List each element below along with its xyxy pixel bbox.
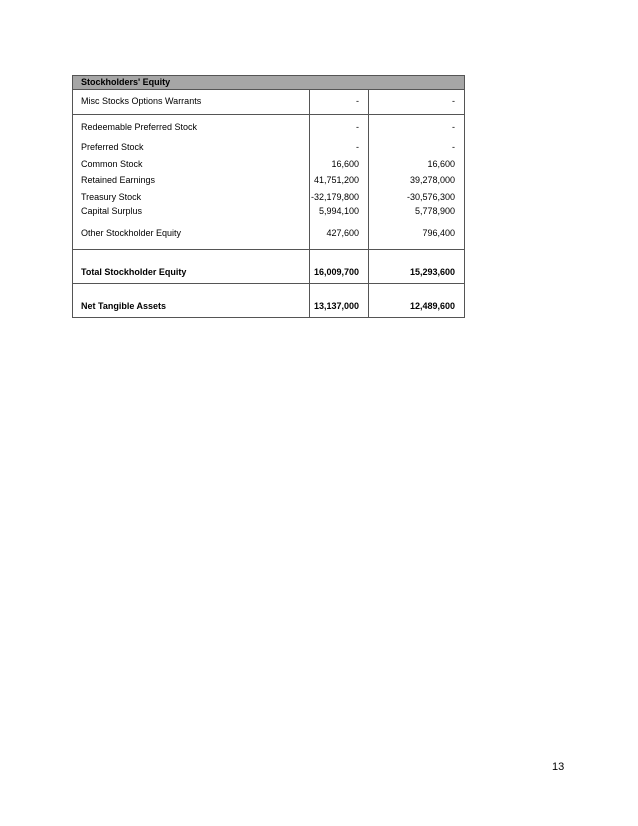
table-row <box>73 94 464 108</box>
table-row-total <box>73 299 464 313</box>
row-value-period-1: 427,600 <box>326 228 359 238</box>
table-row <box>73 204 464 218</box>
row-value-period-1: 41,751,200 <box>313 175 359 185</box>
table-row <box>73 140 464 154</box>
row-label: Total Stockholder Equity <box>81 267 187 277</box>
row-value-period-2: 15,293,600 <box>409 267 455 277</box>
row-divider <box>73 283 464 284</box>
row-label: Net Tangible Assets <box>81 301 167 311</box>
row-value-period-1: - <box>356 122 359 132</box>
row-label: Redeemable Preferred Stock <box>81 122 198 132</box>
row-value-period-2: - <box>452 96 455 106</box>
stockholders-equity-table <box>72 75 465 318</box>
row-value-period-1: -32,179,800 <box>310 192 359 202</box>
row-value-period-2: 12,489,600 <box>409 301 455 311</box>
row-value-period-1: 5,994,100 <box>318 206 359 216</box>
table-row <box>73 173 464 187</box>
row-value-period-2: 5,778,900 <box>414 206 455 216</box>
row-value-period-2: 16,600 <box>427 159 455 169</box>
row-value-period-2: - <box>452 142 455 152</box>
table-row <box>73 120 464 134</box>
row-value-period-2: - <box>452 122 455 132</box>
table-row <box>73 157 464 171</box>
row-value-period-2: 796,400 <box>422 228 455 238</box>
row-label: Misc Stocks Options Warrants <box>81 96 202 106</box>
row-label: Capital Surplus <box>81 206 143 216</box>
table-header: Stockholders' Equity <box>73 75 464 90</box>
row-value-period-1: 16,600 <box>331 159 359 169</box>
table-row-total <box>73 265 464 279</box>
table-row <box>73 190 464 204</box>
table-row <box>73 226 464 240</box>
row-label: Preferred Stock <box>81 142 144 152</box>
row-value-period-1: - <box>356 96 359 106</box>
row-label: Other Stockholder Equity <box>81 228 182 238</box>
row-value-period-1: - <box>356 142 359 152</box>
row-divider <box>73 114 464 115</box>
row-label: Treasury Stock <box>81 192 142 202</box>
page-number: 13 <box>552 761 565 773</box>
row-label: Common Stock <box>81 159 143 169</box>
row-value-period-1: 16,009,700 <box>313 267 359 277</box>
row-label: Retained Earnings <box>81 175 156 185</box>
row-value-period-1: 13,137,000 <box>313 301 359 311</box>
row-divider <box>73 249 464 250</box>
row-value-period-2: -30,576,300 <box>406 192 455 202</box>
row-value-period-2: 39,278,000 <box>409 175 455 185</box>
